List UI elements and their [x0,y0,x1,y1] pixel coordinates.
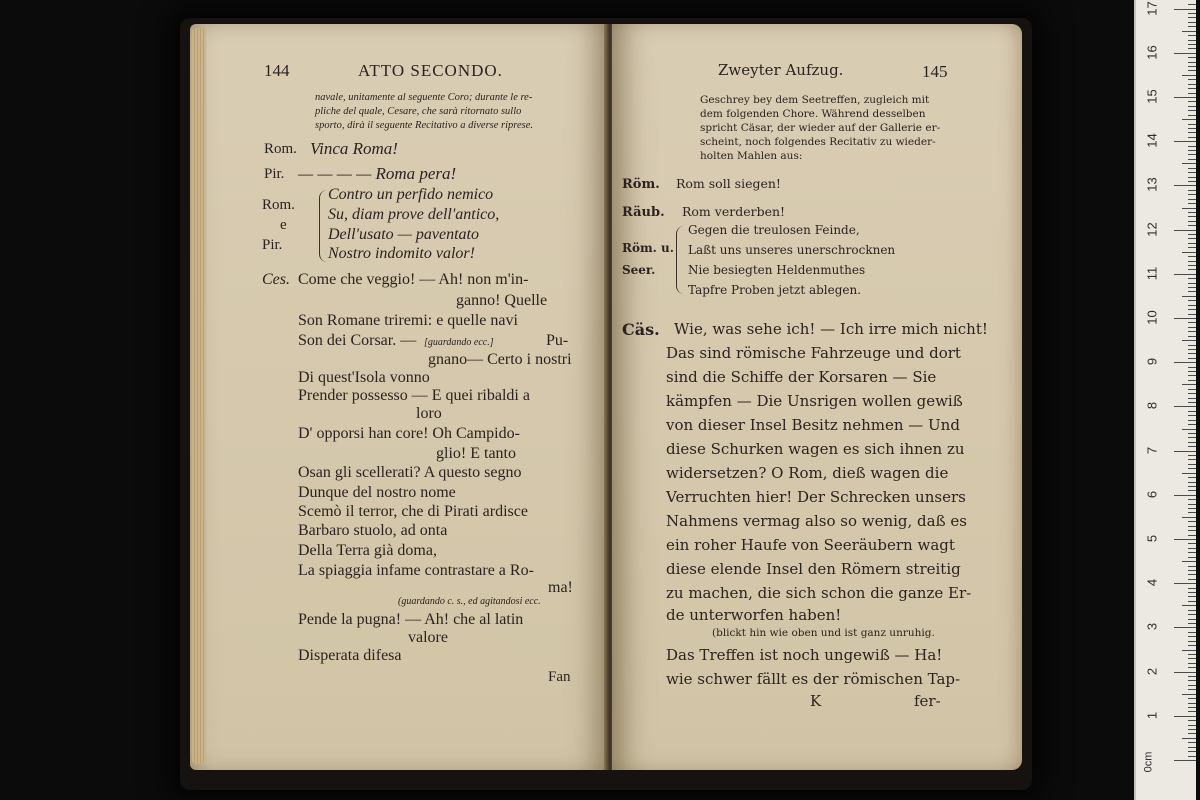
verse-line: Tapfre Proben jetzt ablegen. [688,283,862,297]
ruler-tick [1174,362,1196,363]
ruler-tick [1188,512,1196,513]
ruler-tick [1174,318,1196,319]
speaker-label: Röm. [622,177,660,192]
ruler-tick [1182,384,1196,385]
ruler-number: 15 [1144,89,1160,104]
ruler-tick [1182,163,1196,164]
ruler-tick [1188,552,1196,553]
ruler-number: 13 [1144,177,1160,193]
ruler-tick [1182,738,1196,739]
ruler-tick [1188,177,1196,178]
ruler-tick [1174,672,1196,673]
stage-direction-line: sporto, dirà il seguente Recitativo a diverse riprese. [315,120,534,131]
ruler-tick [1188,574,1196,575]
ruler-number: 5 [1144,534,1160,543]
ruler-tick [1188,17,1196,18]
ruler-tick [1188,331,1196,332]
ruler-tick [1188,146,1196,147]
ruler-tick [1188,345,1196,346]
verse-line: Verruchten hier! Der Schrecken unsers [666,488,966,506]
ruler-tick [1188,389,1196,390]
ruler-tick [1188,499,1196,500]
ruler-tick [1188,261,1196,262]
ruler-tick [1188,433,1196,434]
ruler-unit-label: 0cm [1142,751,1155,773]
ruler-tick [1188,411,1196,412]
verse-line: ma! [548,579,573,596]
stage-direction-line: navale, unitamente al seguente Coro; durante le re- [315,92,533,103]
ruler-tick [1188,486,1196,487]
ruler-tick [1188,256,1196,257]
ruler-tick [1188,557,1196,558]
ruler-tick [1188,22,1196,23]
ruler-tick [1188,4,1196,5]
stage-direction-line: spricht Cäsar, der wieder auf der Gallerie er- [700,122,941,134]
ruler-tick [1174,495,1196,496]
speaker-label: Röm. u. [622,241,674,255]
ruler-tick [1188,420,1196,421]
verse-line: Disperata difesa [298,647,402,664]
verse-line: Gegen die treulosen Feinde, [688,223,860,237]
ruler-tick [1188,106,1196,107]
ruler-tick [1188,150,1196,151]
ruler-number: 16 [1144,45,1160,60]
ruler-tick [1188,742,1196,743]
ruler-tick [1188,48,1196,49]
ruler-tick [1188,203,1196,204]
ruler-tick [1188,79,1196,80]
ruler-number: 14 [1144,133,1160,148]
verse-line: Son dei Corsar. — [298,332,417,349]
ruler-tick [1188,610,1196,611]
verse-line: Dunque del nostro nome [298,484,456,501]
verse-line: Das sind römische Fahrzeuge und dort [666,344,961,362]
ruler-tick [1182,340,1196,341]
ruler-tick [1188,84,1196,85]
ruler-number: 7 [1144,446,1160,454]
verse-line: D' opporsi han core! Oh Campido- [298,425,520,442]
ruler-tick [1188,181,1196,182]
ruler-tick [1188,40,1196,41]
ruler-tick [1182,75,1196,76]
ruler-tick [1188,35,1196,36]
ruler-tick [1174,141,1196,142]
ruler-tick [1174,627,1196,628]
verse-line: Rom verderben! [682,204,786,219]
ruler-tick [1188,66,1196,67]
ruler-tick [1174,9,1196,10]
verse-line: Barbaro stuolo, ad onta [298,522,448,539]
verse-line: von dieser Insel Besitz nehmen — Und [666,416,960,434]
brace [319,190,328,262]
verse-line: Contro un perfido nemico [328,186,494,203]
verse-line: Das Treffen ist noch ungewiß — Ha! [666,646,943,664]
ruler-number: 8 [1144,402,1160,410]
ruler-tick [1188,592,1196,593]
verse-line: Come che veggio! — Ah! non m'in- [298,271,529,288]
verse-line: gnano— Certo i nostri [428,351,572,368]
ruler-tick [1188,508,1196,509]
ruler-tick [1188,632,1196,633]
ruler-tick [1188,243,1196,244]
ruler-tick [1188,172,1196,173]
right-running-head: Zweyter Aufzug. [718,61,844,79]
ruler-tick [1188,300,1196,301]
ruler-tick [1188,720,1196,721]
ruler-tick [1182,473,1196,474]
ruler-tick [1188,309,1196,310]
ruler-tick [1182,694,1196,695]
left-running-head: ATTO SECONDO. [358,61,503,80]
ruler-tick [1174,97,1196,98]
right-page-number: 145 [922,62,948,81]
verse-line: widersetzen? O Rom, dieß wagen die [666,464,949,482]
ruler-tick [1182,561,1196,562]
ruler-tick [1188,490,1196,491]
ruler-tick [1188,349,1196,350]
verse-line: kämpfen — Die Unsrigen wollen gewiß [666,392,963,410]
ruler-tick [1188,689,1196,690]
ruler-tick [1188,137,1196,138]
ruler-tick [1188,269,1196,270]
left-page-number: 144 [264,61,290,80]
ruler-number: 17 [1144,0,1160,16]
brace [676,226,685,294]
ruler-tick [1188,393,1196,394]
stage-direction: [guardando ecc.] [424,337,494,348]
ruler-tick [1188,468,1196,469]
ruler-tick [1188,437,1196,438]
ruler-tick [1188,291,1196,292]
speaker-label: Ces. [262,271,290,288]
ruler-tick [1188,711,1196,712]
measuring-ruler [1134,0,1196,800]
speaker-label: Pir. [262,237,283,253]
ruler-tick [1188,199,1196,200]
ruler-tick [1188,70,1196,71]
ruler-tick [1188,636,1196,637]
ruler-tick [1188,265,1196,266]
speaker-label: Seer. [622,263,656,277]
ruler-tick [1188,353,1196,354]
ruler-tick [1174,716,1196,717]
stage-direction-line: pliche del quale, Cesare, che sarà ritornato sullo [315,106,522,117]
speaker-label: e [280,217,287,233]
signature-mark: K [810,692,822,710]
ruler-tick [1174,406,1196,407]
ruler-tick [1182,650,1196,651]
verse-line: Wie, was sehe ich! — Ich irre mich nicht! [674,320,988,338]
verse-line: valore [408,629,448,646]
ruler-tick [1174,53,1196,54]
ruler-tick [1188,685,1196,686]
ruler-tick [1188,115,1196,116]
ruler-number: 9 [1144,358,1160,366]
ruler-tick [1188,194,1196,195]
ruler-tick [1188,614,1196,615]
ruler-tick [1188,733,1196,734]
ruler-tick [1174,451,1196,452]
ruler-tick [1188,588,1196,589]
speaker-label: Rom. [262,197,295,213]
ruler-tick [1188,375,1196,376]
ruler-tick [1188,132,1196,133]
ruler-number: 6 [1144,490,1160,498]
ruler-tick [1188,234,1196,235]
ruler-tick [1174,185,1196,186]
ruler-tick [1188,526,1196,527]
ruler-tick [1188,221,1196,222]
ruler-tick [1188,415,1196,416]
verse-line: wie schwer fällt es der römischen Tap- [666,670,961,688]
ruler-tick [1188,128,1196,129]
ruler-tick [1188,367,1196,368]
ruler-tick [1188,380,1196,381]
ruler-tick [1188,530,1196,531]
speaker-label: Pir. [264,166,285,182]
ruler-tick [1188,703,1196,704]
ruler-tick [1188,680,1196,681]
stage-direction-line: holten Mahlen aus: [700,150,803,162]
ruler-tick [1188,216,1196,217]
speaker-label: Rom. [264,141,297,157]
verse-line: sind die Schiffe der Korsaren — Sie [666,368,937,386]
ruler-tick [1188,168,1196,169]
verse-line: Su, diam prove dell'antico, [328,206,500,223]
ruler-tick [1188,287,1196,288]
ruler-tick [1188,725,1196,726]
verse-line: Della Terra già doma, [298,542,437,559]
ruler-tick [1188,93,1196,94]
ruler-tick [1188,504,1196,505]
verse-line: Di quest'Isola vonno [298,369,430,386]
ruler-tick [1188,212,1196,213]
ruler-tick [1188,314,1196,315]
ruler-tick [1188,190,1196,191]
ruler-tick [1182,252,1196,253]
page-edge [192,28,206,764]
stage-direction-line: scheint, noch folgendes Recitativ zu wieder- [700,136,936,148]
verse-line: Osan gli scellerati? A questo segno [298,464,522,481]
ruler-tick [1188,238,1196,239]
ruler-tick [1188,751,1196,752]
ruler-tick [1188,623,1196,624]
ruler-tick [1188,62,1196,63]
ruler-tick [1188,402,1196,403]
ruler-tick [1188,601,1196,602]
ruler-tick [1188,658,1196,659]
ruler-tick [1188,654,1196,655]
verse-line: Son Romane triremi: e quelle navi [298,312,518,329]
ruler-tick [1188,283,1196,284]
verse-line: loro [416,405,442,422]
ruler-tick [1188,327,1196,328]
ruler-tick [1188,44,1196,45]
ruler-tick [1188,225,1196,226]
ruler-tick [1188,455,1196,456]
ruler-tick [1188,667,1196,668]
ruler-tick [1188,110,1196,111]
stage-direction-line: dem folgenden Chore. Während desselben [700,108,926,120]
ruler-tick [1188,442,1196,443]
ruler-tick [1188,446,1196,447]
ruler-tick [1188,336,1196,337]
verse-line: de unterworfen haben! [666,606,842,624]
ruler-tick [1188,424,1196,425]
ruler-tick [1188,358,1196,359]
stage-direction-line: Geschrey bey dem Seetreffen, zugleich mit [700,94,930,106]
ruler-tick [1174,760,1196,761]
verse-line: Rom soll siegen! [676,176,781,191]
verse-line: Pu- [546,332,569,349]
verse-line: Vinca Roma! [310,139,398,158]
ruler-number: 12 [1144,221,1160,237]
ruler-tick [1188,57,1196,58]
ruler-tick [1182,31,1196,32]
ruler-tick [1188,729,1196,730]
ruler-tick [1188,464,1196,465]
ruler-tick [1188,26,1196,27]
ruler-tick [1182,605,1196,606]
ruler-tick [1188,459,1196,460]
ruler-tick [1188,13,1196,14]
verse-line: zu machen, die sich schon die ganze Er- [666,584,972,602]
catchword: fer- [914,692,941,710]
ruler-tick [1188,548,1196,549]
verse-line: La spiaggia infame contrastare a Ro- [298,562,534,579]
ruler-tick [1188,596,1196,597]
ruler-tick [1174,583,1196,584]
ruler-tick [1188,159,1196,160]
ruler-tick [1182,296,1196,297]
ruler-tick [1188,398,1196,399]
verse-line: Prender possesso — E quei ribaldi a [298,387,530,404]
ruler-number: 3 [1144,623,1160,631]
verse-line: Pende la pugna! — Ah! che al latin [298,611,524,628]
ruler-number: 4 [1144,579,1160,587]
ruler-tick [1188,88,1196,89]
ruler-tick [1188,305,1196,306]
ruler-number: 10 [1144,310,1160,325]
ruler-tick [1182,429,1196,430]
verse-line: Dell'usato — paventato [328,226,479,243]
ruler-tick [1188,482,1196,483]
ruler-tick [1188,521,1196,522]
verse-line: Scemò il terror, che di Pirati ardisce [298,503,528,520]
ruler-tick [1188,154,1196,155]
ruler-tick [1188,322,1196,323]
speaker-label: Cäs. [622,320,660,339]
ruler-tick [1188,535,1196,536]
ruler-tick [1188,663,1196,664]
verse-line: diese elende Insel den Römern streitig [666,560,961,578]
verse-line: — — — — Roma pera! [298,164,457,183]
ruler-tick [1188,645,1196,646]
ruler-tick [1188,371,1196,372]
catchword: Fan [548,669,571,685]
verse-line: ein roher Haufe von Seeräubern wagt [666,536,955,554]
ruler-tick [1188,619,1196,620]
verse-line: glio! E tanto [436,445,516,462]
ruler-tick [1174,274,1196,275]
ruler-number: 1 [1144,711,1160,719]
verse-line: Nie besiegten Heldenmuthes [688,263,866,277]
verse-line: ganno! Quelle [456,292,548,309]
ruler-tick [1182,208,1196,209]
ruler-number: 2 [1144,667,1160,675]
ruler-tick [1188,579,1196,580]
ruler-tick [1188,570,1196,571]
ruler-tick [1182,517,1196,518]
ruler-tick [1188,747,1196,748]
ruler-tick [1188,676,1196,677]
ruler-tick [1182,119,1196,120]
ruler-tick [1188,641,1196,642]
ruler-tick [1188,756,1196,757]
ruler-tick [1174,539,1196,540]
ruler-tick [1188,566,1196,567]
stage-direction: (blickt hin wie oben und ist ganz unruhig. [712,627,935,639]
ruler-number: 11 [1144,266,1160,281]
verse-line: Laßt uns unseres unerschrocknen [688,243,896,257]
verse-line: Nostro indomito valor! [328,245,475,262]
verse-line: Nahmens vermag also so wenig, daß es [666,512,967,530]
ruler-tick [1188,247,1196,248]
ruler-tick [1188,101,1196,102]
ruler-tick [1188,698,1196,699]
verse-line: diese Schurken wagen es sich ihnen zu [666,440,965,458]
stage-direction: (guardando c. s., ed agitandosi ecc. [398,596,541,607]
ruler-tick [1188,543,1196,544]
ruler-tick [1188,278,1196,279]
ruler-tick [1188,707,1196,708]
speaker-label: Räub. [622,205,665,220]
ruler-tick [1174,230,1196,231]
ruler-tick [1188,477,1196,478]
ruler-tick [1188,124,1196,125]
